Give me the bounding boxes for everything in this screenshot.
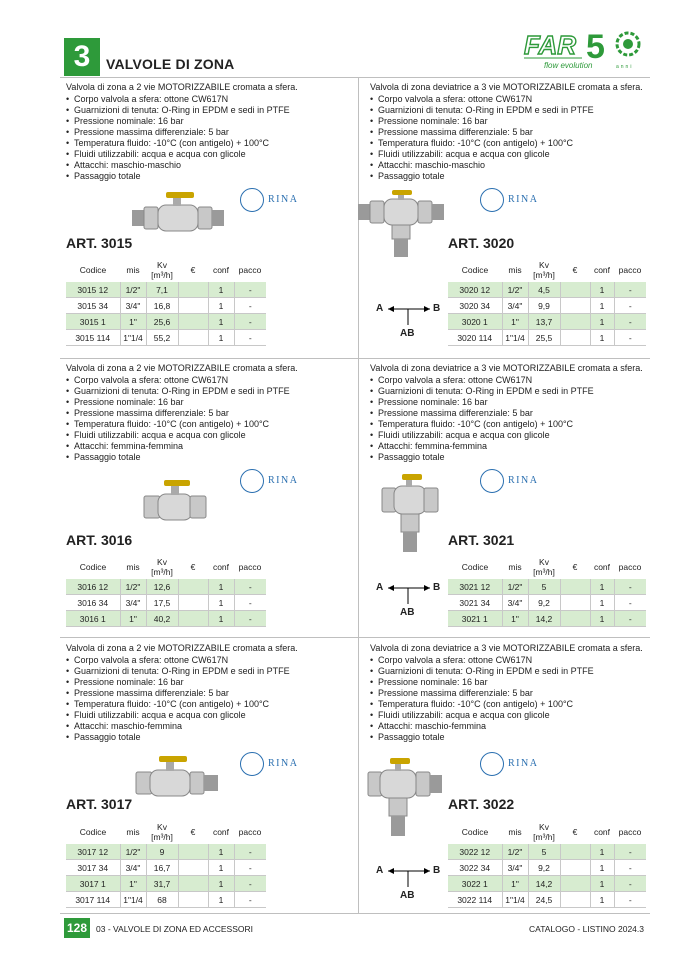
feature-item: • Fluidi utilizzabili: acqua e acqua con glicole <box>370 710 650 721</box>
port-a-label: A <box>376 303 384 314</box>
table-row: 3017 114 1"1/4 68 1 - <box>66 892 266 908</box>
article-number: ART. 3021 <box>448 532 515 548</box>
column-header: mis <box>508 562 522 572</box>
column-header: mis <box>126 562 140 572</box>
column-header: conf <box>212 265 230 275</box>
table-row: 3017 1 1" 31,7 1 - <box>66 876 266 892</box>
product-description <box>66 363 354 463</box>
logo-tagline: flow evolution <box>544 61 593 70</box>
column-header: pacco <box>238 562 262 572</box>
feature-item: • Pressione massima differenziale: 5 bar <box>370 688 650 699</box>
column-header: Codice <box>79 265 107 275</box>
feature-item: • Corpo valvola a sfera: ottone CW617N <box>370 375 650 386</box>
rina-emblem-icon <box>240 188 264 212</box>
feature-item: • Corpo valvola a sfera: ottone CW617N <box>370 655 650 666</box>
product-description <box>370 363 650 463</box>
feature-item: • Guarnizioni di tenuta: O-Ring in EPDM e sedi in PTFE <box>370 386 650 397</box>
product-title: Valvola di zona a 2 vie MOTORIZZABILE cromata a sfera. <box>66 82 298 92</box>
column-header: conf <box>212 827 230 837</box>
feature-item: • Temperatura fluido: -10°C (con antigelo) + 100°C <box>66 138 354 149</box>
table-row: 3016 1 1" 40,2 1 - <box>66 611 266 627</box>
column-header: mis <box>508 265 522 275</box>
rina-certification <box>480 469 550 493</box>
table-row: 3022 34 3/4" 9,2 1 - <box>448 860 646 876</box>
article-number: ART. 3020 <box>448 235 515 251</box>
feature-item: • Passaggio totale <box>370 732 650 743</box>
column-header: € <box>190 265 196 275</box>
column-header: conf <box>593 827 611 837</box>
footer-catalog: CATALOGO - LISTINO 2024.3 <box>529 924 644 934</box>
column-header: mis <box>126 265 140 275</box>
port-ab-label: AB <box>400 890 415 901</box>
column-header: Codice <box>461 265 489 275</box>
column-header: conf <box>593 562 611 572</box>
valve-3way-ff-image <box>380 474 440 561</box>
rina-certification <box>480 188 550 212</box>
valve-3way-mf-image <box>366 758 446 845</box>
feature-item: • Attacchi: maschio-femmina <box>370 721 650 732</box>
far-logo <box>522 28 652 72</box>
port-ab-label: AB <box>400 328 415 339</box>
port-ab-label: AB <box>400 607 415 618</box>
column-header: pacco <box>618 827 642 837</box>
table-row: 3022 12 1/2" 5 1 - <box>448 844 646 860</box>
feature-item: • Corpo valvola a sfera: ottone CW617N <box>66 94 354 105</box>
column-header: mis <box>126 827 140 837</box>
column-header: Codice <box>461 827 489 837</box>
table-row: 3017 34 3/4" 16,7 1 - <box>66 860 266 876</box>
feature-item: • Attacchi: femmina-femmina <box>370 441 650 452</box>
chapter-title: VALVOLE DI ZONA <box>106 56 235 72</box>
feature-item: • Fluidi utilizzabili: acqua e acqua con glicole <box>66 430 354 441</box>
table-row: 3022 114 1"1/4 24,5 1 - <box>448 892 646 908</box>
feature-item: • Attacchi: maschio-femmina <box>66 721 354 732</box>
table-row: 3021 12 1/2" 5 1 - <box>448 579 646 595</box>
table-row: 3022 1 1" 14,2 1 - <box>448 876 646 892</box>
feature-item: • Corpo valvola a sfera: ottone CW617N <box>66 655 354 666</box>
feature-item: • Pressione nominale: 16 bar <box>66 677 354 688</box>
column-header: Codice <box>79 562 107 572</box>
column-header: pacco <box>238 265 262 275</box>
column-header: Codice <box>79 827 107 837</box>
feature-item: • Guarnizioni di tenuta: O-Ring in EPDM e sedi in PTFE <box>370 666 650 677</box>
divider <box>60 913 650 914</box>
rina-label: RINA <box>508 758 539 769</box>
logo-anni: anni <box>616 64 634 70</box>
price-table <box>66 258 266 346</box>
product-title: Valvola di zona deviatrice a 3 vie MOTORIZZABILE cromata a sfera. <box>370 363 643 373</box>
page-number: 128 <box>64 918 90 938</box>
column-header: € <box>190 562 196 572</box>
table-row: 3017 12 1/2" 9 1 - <box>66 844 266 860</box>
feature-item: • Temperatura fluido: -10°C (con antigelo) + 100°C <box>370 699 650 710</box>
feature-item: • Temperatura fluido: -10°C (con antigelo) + 100°C <box>66 699 354 710</box>
feature-item: • Pressione massima differenziale: 5 bar <box>370 127 650 138</box>
table-row: 3016 34 3/4" 17,5 1 - <box>66 595 266 611</box>
article-number: ART. 3015 <box>66 235 133 251</box>
rina-certification <box>240 188 310 212</box>
article-number: ART. 3016 <box>66 532 133 548</box>
logo-text: FAR <box>524 30 576 60</box>
feature-item: • Fluidi utilizzabili: acqua e acqua con glicole <box>66 710 354 721</box>
price-table <box>448 258 646 346</box>
feature-item: • Pressione massima differenziale: 5 bar <box>66 688 354 699</box>
rina-label: RINA <box>268 758 299 769</box>
feature-item: • Pressione nominale: 16 bar <box>370 677 650 688</box>
table-row: 3021 34 3/4" 9,2 1 - <box>448 595 646 611</box>
rina-label: RINA <box>268 194 299 205</box>
feature-item: • Guarnizioni di tenuta: O-Ring in EPDM e sedi in PTFE <box>66 666 354 677</box>
table-row: 3015 1 1" 25,6 1 - <box>66 314 266 330</box>
feature-item: • Pressione massima differenziale: 5 bar <box>370 408 650 419</box>
column-header-kv: Kv [m³/h] <box>533 822 555 842</box>
product-title: Valvola di zona deviatrice a 3 vie MOTORIZZABILE cromata a sfera. <box>370 643 643 653</box>
feature-item: • Passaggio totale <box>370 171 650 182</box>
feature-item: • Attacchi: femmina-femmina <box>66 441 354 452</box>
rina-emblem-icon <box>480 188 504 212</box>
rina-label: RINA <box>508 475 539 486</box>
valve-3way-mm-image <box>356 190 446 267</box>
port-a-label: A <box>376 865 384 876</box>
rina-certification <box>240 752 310 776</box>
product-description <box>66 82 354 182</box>
rina-emblem-icon <box>240 752 264 776</box>
feature-item: • Pressione nominale: 16 bar <box>370 397 650 408</box>
column-header: conf <box>593 265 611 275</box>
table-row: 3020 12 1/2" 4,5 1 - <box>448 282 646 298</box>
column-header: conf <box>212 562 230 572</box>
column-header: pacco <box>238 827 262 837</box>
product-description <box>66 643 354 743</box>
column-header: € <box>572 562 578 572</box>
feature-item: • Passaggio totale <box>66 171 354 182</box>
valve-2way-mm-image <box>128 190 228 241</box>
feature-item: • Fluidi utilizzabili: acqua e acqua con glicole <box>370 430 650 441</box>
flow-diagram <box>376 298 446 346</box>
rina-certification <box>240 469 310 493</box>
divider <box>60 77 650 78</box>
price-table <box>448 820 646 908</box>
column-header: € <box>190 827 196 837</box>
product-description <box>370 643 650 743</box>
feature-item: • Pressione nominale: 16 bar <box>66 397 354 408</box>
feature-item: • Temperatura fluido: -10°C (con antigelo) + 100°C <box>370 419 650 430</box>
port-b-label: B <box>433 303 441 314</box>
feature-item: • Guarnizioni di tenuta: O-Ring in EPDM e sedi in PTFE <box>66 386 354 397</box>
column-header-kv: Kv [m³/h] <box>151 557 173 577</box>
port-a-label: A <box>376 582 384 593</box>
product-description <box>370 82 650 182</box>
valve-2way-ff-image <box>142 478 208 529</box>
flow-diagram <box>376 577 446 625</box>
rina-emblem-icon <box>480 469 504 493</box>
rina-label: RINA <box>508 194 539 205</box>
feature-item: • Attacchi: maschio-maschio <box>370 160 650 171</box>
feature-item: • Pressione massima differenziale: 5 bar <box>66 127 354 138</box>
feature-item: • Temperatura fluido: -10°C (con antigelo) + 100°C <box>66 419 354 430</box>
article-number: ART. 3022 <box>448 796 515 812</box>
port-b-label: B <box>433 582 441 593</box>
table-row: 3015 114 1"1/4 55,2 1 - <box>66 330 266 346</box>
price-table <box>66 820 266 908</box>
column-header-kv: Kv [m³/h] <box>533 557 555 577</box>
feature-item: • Fluidi utilizzabili: acqua e acqua con glicole <box>66 149 354 160</box>
feature-item: • Passaggio totale <box>66 452 354 463</box>
rina-label: RINA <box>268 475 299 486</box>
feature-item: • Fluidi utilizzabili: acqua e acqua con glicole <box>370 149 650 160</box>
column-header: pacco <box>618 265 642 275</box>
table-row: 3021 1 1" 14,2 1 - <box>448 611 646 627</box>
divider <box>60 637 650 638</box>
feature-item: • Pressione massima differenziale: 5 bar <box>66 408 354 419</box>
price-table <box>448 555 646 627</box>
product-title: Valvola di zona a 2 vie MOTORIZZABILE cromata a sfera. <box>66 363 298 373</box>
table-row: 3016 12 1/2" 12,6 1 - <box>66 579 266 595</box>
feature-item: • Pressione nominale: 16 bar <box>370 116 650 127</box>
table-row: 3020 34 3/4" 9,9 1 - <box>448 298 646 314</box>
rina-emblem-icon <box>480 752 504 776</box>
feature-item: • Passaggio totale <box>66 732 354 743</box>
port-b-label: B <box>433 865 441 876</box>
valve-2way-mf-image <box>134 754 224 805</box>
divider <box>60 358 650 359</box>
table-row: 3015 34 3/4" 16,8 1 - <box>66 298 266 314</box>
column-header: mis <box>508 827 522 837</box>
column-header: pacco <box>618 562 642 572</box>
article-number: ART. 3017 <box>66 796 133 812</box>
feature-item: • Guarnizioni di tenuta: O-Ring in EPDM e sedi in PTFE <box>370 105 650 116</box>
feature-item: • Guarnizioni di tenuta: O-Ring in EPDM e sedi in PTFE <box>66 105 354 116</box>
table-row: 3020 1 1" 13,7 1 - <box>448 314 646 330</box>
feature-item: • Temperatura fluido: -10°C (con antigelo) + 100°C <box>370 138 650 149</box>
table-row: 3015 12 1/2" 7,1 1 - <box>66 282 266 298</box>
feature-item: • Pressione nominale: 16 bar <box>66 116 354 127</box>
column-header-kv: Kv [m³/h] <box>151 822 173 842</box>
feature-item: • Corpo valvola a sfera: ottone CW617N <box>66 375 354 386</box>
column-header: Codice <box>461 562 489 572</box>
rina-emblem-icon <box>240 469 264 493</box>
table-row: 3020 114 1"1/4 25,5 1 - <box>448 330 646 346</box>
price-table <box>66 555 266 627</box>
column-header-kv: Kv [m³/h] <box>533 260 555 280</box>
chapter-number: 3 <box>64 38 100 76</box>
product-title: Valvola di zona deviatrice a 3 vie MOTORIZZABILE cromata a sfera. <box>370 82 643 92</box>
feature-item: • Corpo valvola a sfera: ottone CW617N <box>370 94 650 105</box>
column-header-kv: Kv [m³/h] <box>151 260 173 280</box>
feature-item: • Attacchi: maschio-maschio <box>66 160 354 171</box>
product-title: Valvola di zona a 2 vie MOTORIZZABILE cromata a sfera. <box>66 643 298 653</box>
logo-digit: 5 <box>586 28 605 66</box>
column-header: € <box>572 265 578 275</box>
column-header: € <box>572 827 578 837</box>
feature-item: • Passaggio totale <box>370 452 650 463</box>
rina-certification <box>480 752 550 776</box>
flow-diagram <box>376 860 446 908</box>
footer-section: 03 - VALVOLE DI ZONA ED ACCESSORI <box>96 924 253 934</box>
